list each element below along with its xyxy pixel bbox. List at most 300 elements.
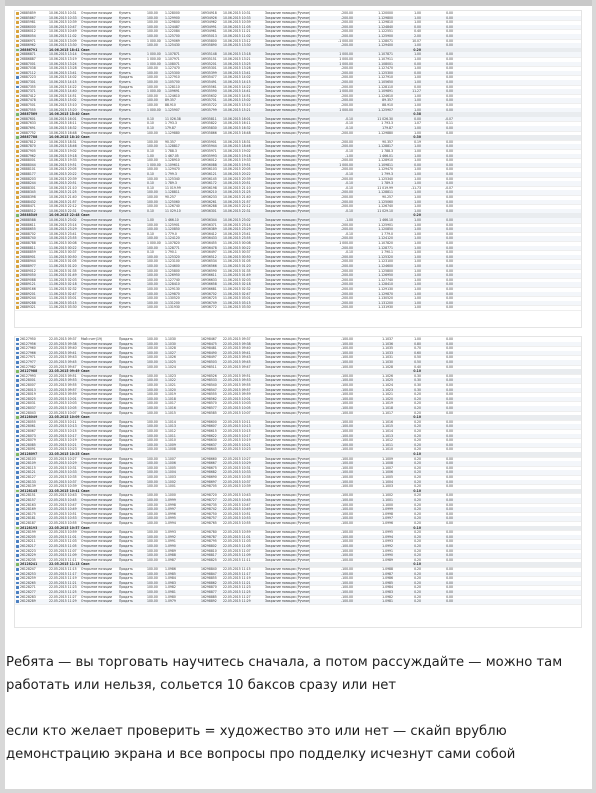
sell-icon [16,476,19,479]
buy-icon [16,145,19,148]
table-cell: 10.06.2015 14:41 [223,89,251,94]
table-cell: 22.05.2015 11:05 [49,544,77,548]
table-cell: 11.06.2015 00:08 [49,241,77,245]
table-cell: 26886962 [20,43,36,48]
table-cell: 0.00 [446,378,453,383]
table-cell: 0.20 [414,438,421,443]
table-cell: 0.00 [446,236,453,241]
table-cell: 100.00 [147,277,158,282]
table-cell: -100.00 [341,576,353,581]
buy-icon [16,196,19,199]
trade-history-screenshot-1 [14,10,582,328]
table-cell: 10.06.2015 11:02 [223,34,251,38]
buy-icon [16,132,19,135]
table-cell: 26128019 [20,392,36,397]
table-cell: 0.00 [414,61,421,66]
table-cell: Купить [119,126,131,130]
buy-icon [16,279,19,282]
table-cell: Открытие позиции [81,227,112,232]
table-cell: 16298682 [201,470,217,475]
table-cell: 1.00 [414,66,421,71]
table-cell: 26128145 [20,488,38,493]
table-cell: 0.10 [147,126,154,130]
table-cell: 22.05.2015 09:37 [223,337,251,341]
table-cell: 26128055 [20,419,36,424]
table-cell: -100.00 [341,590,353,594]
table-cell: Открытие позиции [81,282,112,287]
table-cell: 16298637 [201,442,217,447]
table-cell: 10.06.2015 13:25 [223,61,251,66]
table-row[interactable] [15,599,581,605]
table-cell: 16934991 [201,24,217,29]
table-cell: 10.06.2015 18:10 [49,135,80,140]
buy-icon [16,21,19,24]
table-cell: 0.00 [446,396,453,401]
table-cell: Купить [119,11,131,15]
table-cell: 1.0987 [165,557,176,562]
table-cell: -0.10 [344,208,353,213]
table-cell: 26128265 [20,580,36,585]
table-cell: 16936749 [201,300,217,305]
table-cell: 11.06.2015 03:30 [223,305,251,310]
table-cell: 10.06.2015 20:22 [49,172,77,176]
table-cell: 16298667 [201,461,217,466]
table-cell: Купить [119,241,131,245]
table-cell: 10.06.2015 15:10 [223,103,251,107]
table-cell: Открытие позиции [81,493,112,498]
table-cell: 100.00 [147,516,158,521]
table-cell: 100.00 [147,176,158,181]
table-cell: 1.07 [414,121,421,126]
table-cell: 26889244 [20,296,36,301]
buy-icon [16,260,19,263]
buy-icon [16,233,19,236]
table-cell: 11.06.2015 01:49 [49,273,77,278]
table-cell: 11.06.2015 01:49 [223,273,251,278]
table-cell: 100.00 [147,70,158,75]
table-cell: 1.1005 [165,465,176,470]
table-cell: Закрытие позиции (Ручное) [265,153,310,158]
table-cell: 100.00 [147,158,158,163]
table-cell: 0.00 [446,590,453,594]
table-cell: 1.128817 [165,144,180,149]
table-cell: Закрытие позиции (Ручное) [265,204,310,209]
table-cell: Закрытие позиции (Ручное) [265,57,310,61]
table-cell: 1.00 [414,11,421,15]
table-cell: 1.1009 [382,456,393,461]
table-cell: 26128049 [20,415,38,420]
table-cell: 22.05.2015 10:19 [49,438,77,443]
table-cell: 1.00 [414,300,421,305]
table-cell: Продать [119,383,133,387]
table-cell: Продать [119,424,133,429]
table-cell: -0.07 [444,116,453,121]
table-row[interactable] [15,305,581,311]
table-cell: -100.00 [341,410,353,415]
table-cell: Закрытие позиции (Ручное) [265,149,310,153]
table-cell: -0.10 [344,126,353,130]
table-cell: 100.00 [147,190,158,195]
table-cell: 1.00 [414,190,421,195]
table-cell: 1.125340 [378,176,393,181]
table-cell: 0.20 [414,521,421,525]
sell-icon [16,444,19,447]
table-cell: 100.00 [147,245,158,250]
table-cell: 0.20 [414,530,421,535]
table-cell: 0.20 [414,553,421,558]
table-cell: Закрытие позиции (Ручное) [265,396,310,401]
table-cell: 0.00 [446,195,453,199]
table-cell: 0.20 [414,567,421,571]
sell-icon [16,499,19,502]
table-cell: 1 000.00 [147,107,161,112]
table-cell: 1.1028 [382,364,393,369]
table-cell: Открытие позиции [81,162,112,167]
buy-icon [16,63,19,66]
table-cell: Закрытие позиции (Ручное) [265,350,310,355]
table-cell: 0.00 [446,20,453,25]
table-cell: -200.00 [341,15,353,20]
table-cell: 26128007 [20,383,36,387]
table-cell: 0.10 [413,562,421,567]
table-cell: 0.20 [413,213,421,218]
table-cell: 10.06.2015 13:28 [223,66,251,71]
table-cell: 1.122084 [165,29,180,34]
table-cell: Закрытие позиции (Ручное) [265,571,310,576]
table-cell: 0.00 [446,548,453,553]
post-paragraph-2: если кто желает проверить = художество это или нет — скайп врублю демонстрацию экрана и все вопросы про подделку исчезнут сами собой [6,724,516,762]
table-cell: 100.00 [147,273,158,278]
table-cell: 22.05.2015 10:23 [49,447,77,452]
table-cell: 11.06.2015 02:03 [223,277,251,282]
table-cell: 100.00 [147,442,158,447]
table-cell: 1 466.10 [165,218,179,222]
table-cell: 11.06.2015 02:32 [49,287,77,291]
table-cell: 0.00 [446,291,453,296]
table-cell: -100.00 [341,534,353,539]
table-cell: 1.00 [414,250,421,255]
table-cell: 1 000.00 [339,61,353,66]
table-cell: 16936172 [201,181,217,186]
table-cell: -200.00 [341,20,353,25]
table-cell: 26887371 [20,89,36,94]
table-cell: Открытие позиции [81,585,112,590]
table-cell: 22.05.2015 10:59 [49,530,77,535]
buy-icon [16,228,19,231]
table-cell: 26128289 [20,599,36,604]
table-cell: Продать [119,553,133,558]
table-cell: 1 793.3 [381,121,393,126]
table-cell: Мой счет(19) [81,337,103,341]
table-cell: 0.00 [414,162,421,167]
buy-icon [16,297,19,300]
table-cell: 26885867 [20,15,36,20]
table-cell: 22.05.2015 09:47 [49,364,77,369]
table-cell: 1.126740 [165,204,180,209]
sell-icon [16,522,19,525]
table-cell: 11.06.2015 00:37 [223,250,251,255]
table-cell: 16936590 [201,268,217,273]
table-cell: 0.00 [446,153,453,158]
table-cell: -100.00 [341,341,353,346]
table-cell: Купить [119,282,131,287]
table-cell: 26889166 [20,287,36,291]
table-cell: Открытие позиции [81,259,112,264]
table-cell: 0.20 [414,442,421,447]
table-cell: 16935148 [201,52,217,57]
table-cell: Купить [119,305,131,310]
table-cell: Открытие позиции [81,167,112,172]
table-cell: 100.00 [147,34,158,38]
table-cell: Закрытие позиции (Ручное) [265,355,310,360]
table-cell: 10.06.2015 22:12 [223,204,251,209]
post-paragraph-1: Ребята — вы торговать научитесь сначала, а потом рассуждайте — можно там работать или нельзя, сольется 10 баксов сразу или нет [6,655,563,693]
table-cell: 26885859 [20,11,36,15]
table-cell: -100.00 [341,498,353,502]
table-cell: 26888611 [20,222,36,227]
table-cell: -200.00 [341,80,353,84]
table-cell: 22.05.2015 11:27 [223,594,251,599]
table-cell: 16935590 [201,89,217,94]
table-cell: Закрытие позиции (Ручное) [265,511,310,516]
table-cell: 26887501 [20,103,36,107]
table-cell: Закрытие позиции (Ручное) [265,599,310,604]
buy-icon [16,288,19,291]
table-cell: 1.130520 [378,296,393,301]
table-cell: -200.00 [341,130,353,135]
table-cell: 1.1019 [382,401,393,406]
table-cell: Открытие позиции [81,576,112,581]
table-cell: Открытие позиции [81,539,112,544]
table-cell: -100.00 [341,350,353,355]
table-cell: Купить [119,66,131,71]
table-cell: 0.10 [147,208,154,213]
table-cell: 16935866 [201,130,217,135]
table-cell: 1.120850 [165,227,180,232]
table-cell: 0.00 [446,204,453,209]
table-cell: 10.06.2015 20:39 [223,176,251,181]
table-cell: 1.00 [414,15,421,20]
table-cell: 1.1021 [165,383,176,387]
table-cell: 16298810 [201,548,217,553]
buy-icon [16,237,19,240]
table-cell: 16934962 [201,20,217,25]
table-cell: 0.00 [446,24,453,29]
table-cell: 22.05.2015 11:09 [49,553,77,558]
table-cell: Продать [119,493,133,498]
table-cell: 1.1022 [165,378,176,383]
table-cell: 26128199 [20,530,36,535]
table-cell: 1.00 [414,181,421,186]
table-cell: 22.05.2015 11:19 [49,576,77,581]
sell-icon [16,458,19,461]
table-cell: 1.131200 [378,300,393,305]
table-cell: 1.00 [414,268,421,273]
table-cell: 26886871 [20,52,36,57]
table-cell: 16298467 [201,337,217,341]
table-cell: Закрытие позиции (Ручное) [265,139,310,144]
table-cell: 1.131930 [165,305,180,310]
table-cell: Закрытие позиции (Ручное) [265,61,310,66]
sell-icon [16,448,19,451]
table-cell: 0.00 [446,241,453,245]
table-cell: Закрытие позиции (Ручное) [265,116,310,121]
table-cell: -200.00 [341,103,353,107]
table-cell: Закрытие позиции (Ручное) [265,373,310,378]
table-cell: Открытие позиции [81,470,112,475]
table-cell: 22.05.2015 10:29 [49,461,77,466]
table-cell: 11.06.2015 01:35 [223,268,251,273]
table-cell: Открытие позиции [81,557,112,562]
table-cell: Закрытие позиции (Ручное) [265,162,310,167]
table-cell: 10.06.2015 19:51 [49,162,77,167]
table-cell: Открытие позиции [81,383,112,387]
table-cell: 10.06.2015 10:31 [223,11,251,15]
table-cell: -200.00 [341,43,353,48]
table-cell: 1.107911 [378,57,393,61]
table-cell: Открытие позиции [81,231,112,236]
table-cell: Закрытие позиции (Ручное) [265,75,310,80]
table-cell: 0.00 [446,250,453,255]
table-cell: 26128097 [20,452,38,456]
table-cell: 1.00 [414,236,421,241]
sell-icon [16,425,19,428]
table-cell: Купить [119,98,131,103]
table-cell: 0.00 [414,84,421,89]
table-cell: 10.06.2015 16:11 [49,121,77,126]
table-cell: 16298577 [201,406,217,410]
table-cell: 1 789.3 [381,181,393,186]
table-cell: 22.05.2015 10:59 [223,530,251,535]
table-cell: 1.0989 [382,557,393,562]
table-cell: 26888432 [20,199,36,204]
table-cell: Закрытие позиции (Ручное) [265,461,310,466]
sell-icon [16,568,19,571]
table-cell: -200.00 [341,75,353,80]
table-cell: 1.124600 [165,264,180,268]
table-cell: -1.00 [344,218,353,222]
table-cell: 16935811 [201,116,217,121]
table-cell: 26128001 [20,378,36,383]
table-cell: 0.00 [446,456,453,461]
table-cell: 10.06.2015 14:02 [49,75,77,80]
table-cell: 0.30 [414,373,421,378]
table-cell: Открытие позиции [81,199,112,204]
buy-icon [16,17,19,20]
table-cell: 0.10 [147,116,154,121]
table-cell: Открытие позиции [81,484,112,489]
table-cell: 22.05.2015 10:33 [49,470,77,475]
table-cell: 1.129470 [165,167,180,172]
table-cell: Закрытие позиции (Ручное) [265,406,310,410]
sell-icon [16,573,19,576]
table-cell: -100.00 [341,539,353,544]
table-cell: Открытие позиции [81,530,112,535]
table-cell: 1 779.0 [165,231,177,236]
table-cell: Закрытие позиции (Ручное) [265,475,310,479]
table-cell: Продать [119,433,133,438]
table-cell: 1.1024 [382,383,393,387]
table-cell: Закрытие позиции (Ручное) [265,176,310,181]
buy-icon [16,81,19,84]
table-cell: Открытие позиции [81,34,112,38]
table-cell: 1.0998 [382,511,393,516]
table-cell: 1.125700 [165,34,180,38]
table-cell: 0.00 [446,484,453,489]
table-cell: 0.20 [414,571,421,576]
table-cell: 1.1004 [382,479,393,484]
table-cell: 1.128410 [165,282,180,287]
table-cell: Закрытие позиции (Ручное) [265,43,310,48]
table-cell: 16298497 [201,355,217,360]
table-cell: Продать [119,341,133,346]
table-cell: 1.126740 [378,204,393,209]
table-cell: 1.0979 [165,599,176,604]
table-cell: 1.0986 [165,567,176,571]
table-cell: Открытие позиции [81,479,112,484]
table-cell: 100.00 [147,392,158,397]
table-cell: 100.00 [147,43,158,48]
table-cell: 0.00 [446,167,453,172]
table-cell: 1.00 [414,167,421,172]
table-cell: 1 790.1 [165,250,177,255]
table-cell: -200.00 [341,254,353,259]
table-cell: 0.00 [446,580,453,585]
table-cell: Продать [119,465,133,470]
table-cell: 1.125907 [165,107,180,112]
table-cell: 22.05.2015 09:51 [49,373,77,378]
table-cell: 26128193 [20,525,38,530]
table-cell: 0.00 [446,139,453,144]
table-cell: -200.00 [341,158,353,163]
table-cell: 10.06.2015 20:05 [223,167,251,172]
table-cell: 1.1005 [382,475,393,479]
table-cell: Открытие позиции [81,121,112,126]
table-cell: 1.00 [414,264,421,268]
table-cell: 22.05.2015 10:01 [223,396,251,401]
table-cell: 1.129870 [378,291,393,296]
table-cell: -100.00 [341,461,353,466]
table-cell: 26128187 [20,521,36,525]
table-cell: 10.06.2015 14:15 [49,80,77,84]
table-cell: 1.125430 [165,43,180,48]
table-cell: Своп [81,47,90,52]
table-cell: Открытие позиции [81,355,112,360]
table-cell: 1 000.00 [339,162,353,167]
table-cell: Открытие позиции [81,433,112,438]
table-cell: 10.06.2015 18:41 [49,47,80,52]
table-cell: 10.06.2015 10:47 [49,24,77,29]
table-cell: Закрытие позиции (Ручное) [265,277,310,282]
table-cell: Закрытие позиции (Ручное) [265,456,310,461]
table-cell: -100.00 [341,571,353,576]
table-cell: 10.06.2015 21:57 [49,199,77,204]
table-cell: 22.05.2015 10:51 [49,511,77,516]
table-cell: 1.00 [414,227,421,232]
table-cell: 0.00 [446,410,453,415]
table-cell: 22.05.2015 09:45 [223,360,251,364]
table-cell: 100.00 [147,493,158,498]
table-cell: 1.127910 [378,75,393,80]
table-cell: -100.00 [341,406,353,410]
table-cell: Закрытие позиции (Ручное) [265,585,310,590]
table-cell: 100.00 [147,300,158,305]
table-cell: 0.00 [446,516,453,521]
table-cell: Открытие позиции [81,392,112,397]
table-cell: 16298795 [201,539,217,544]
table-cell: 0.00 [446,43,453,48]
table-cell: 22.05.2015 09:47 [223,364,251,369]
